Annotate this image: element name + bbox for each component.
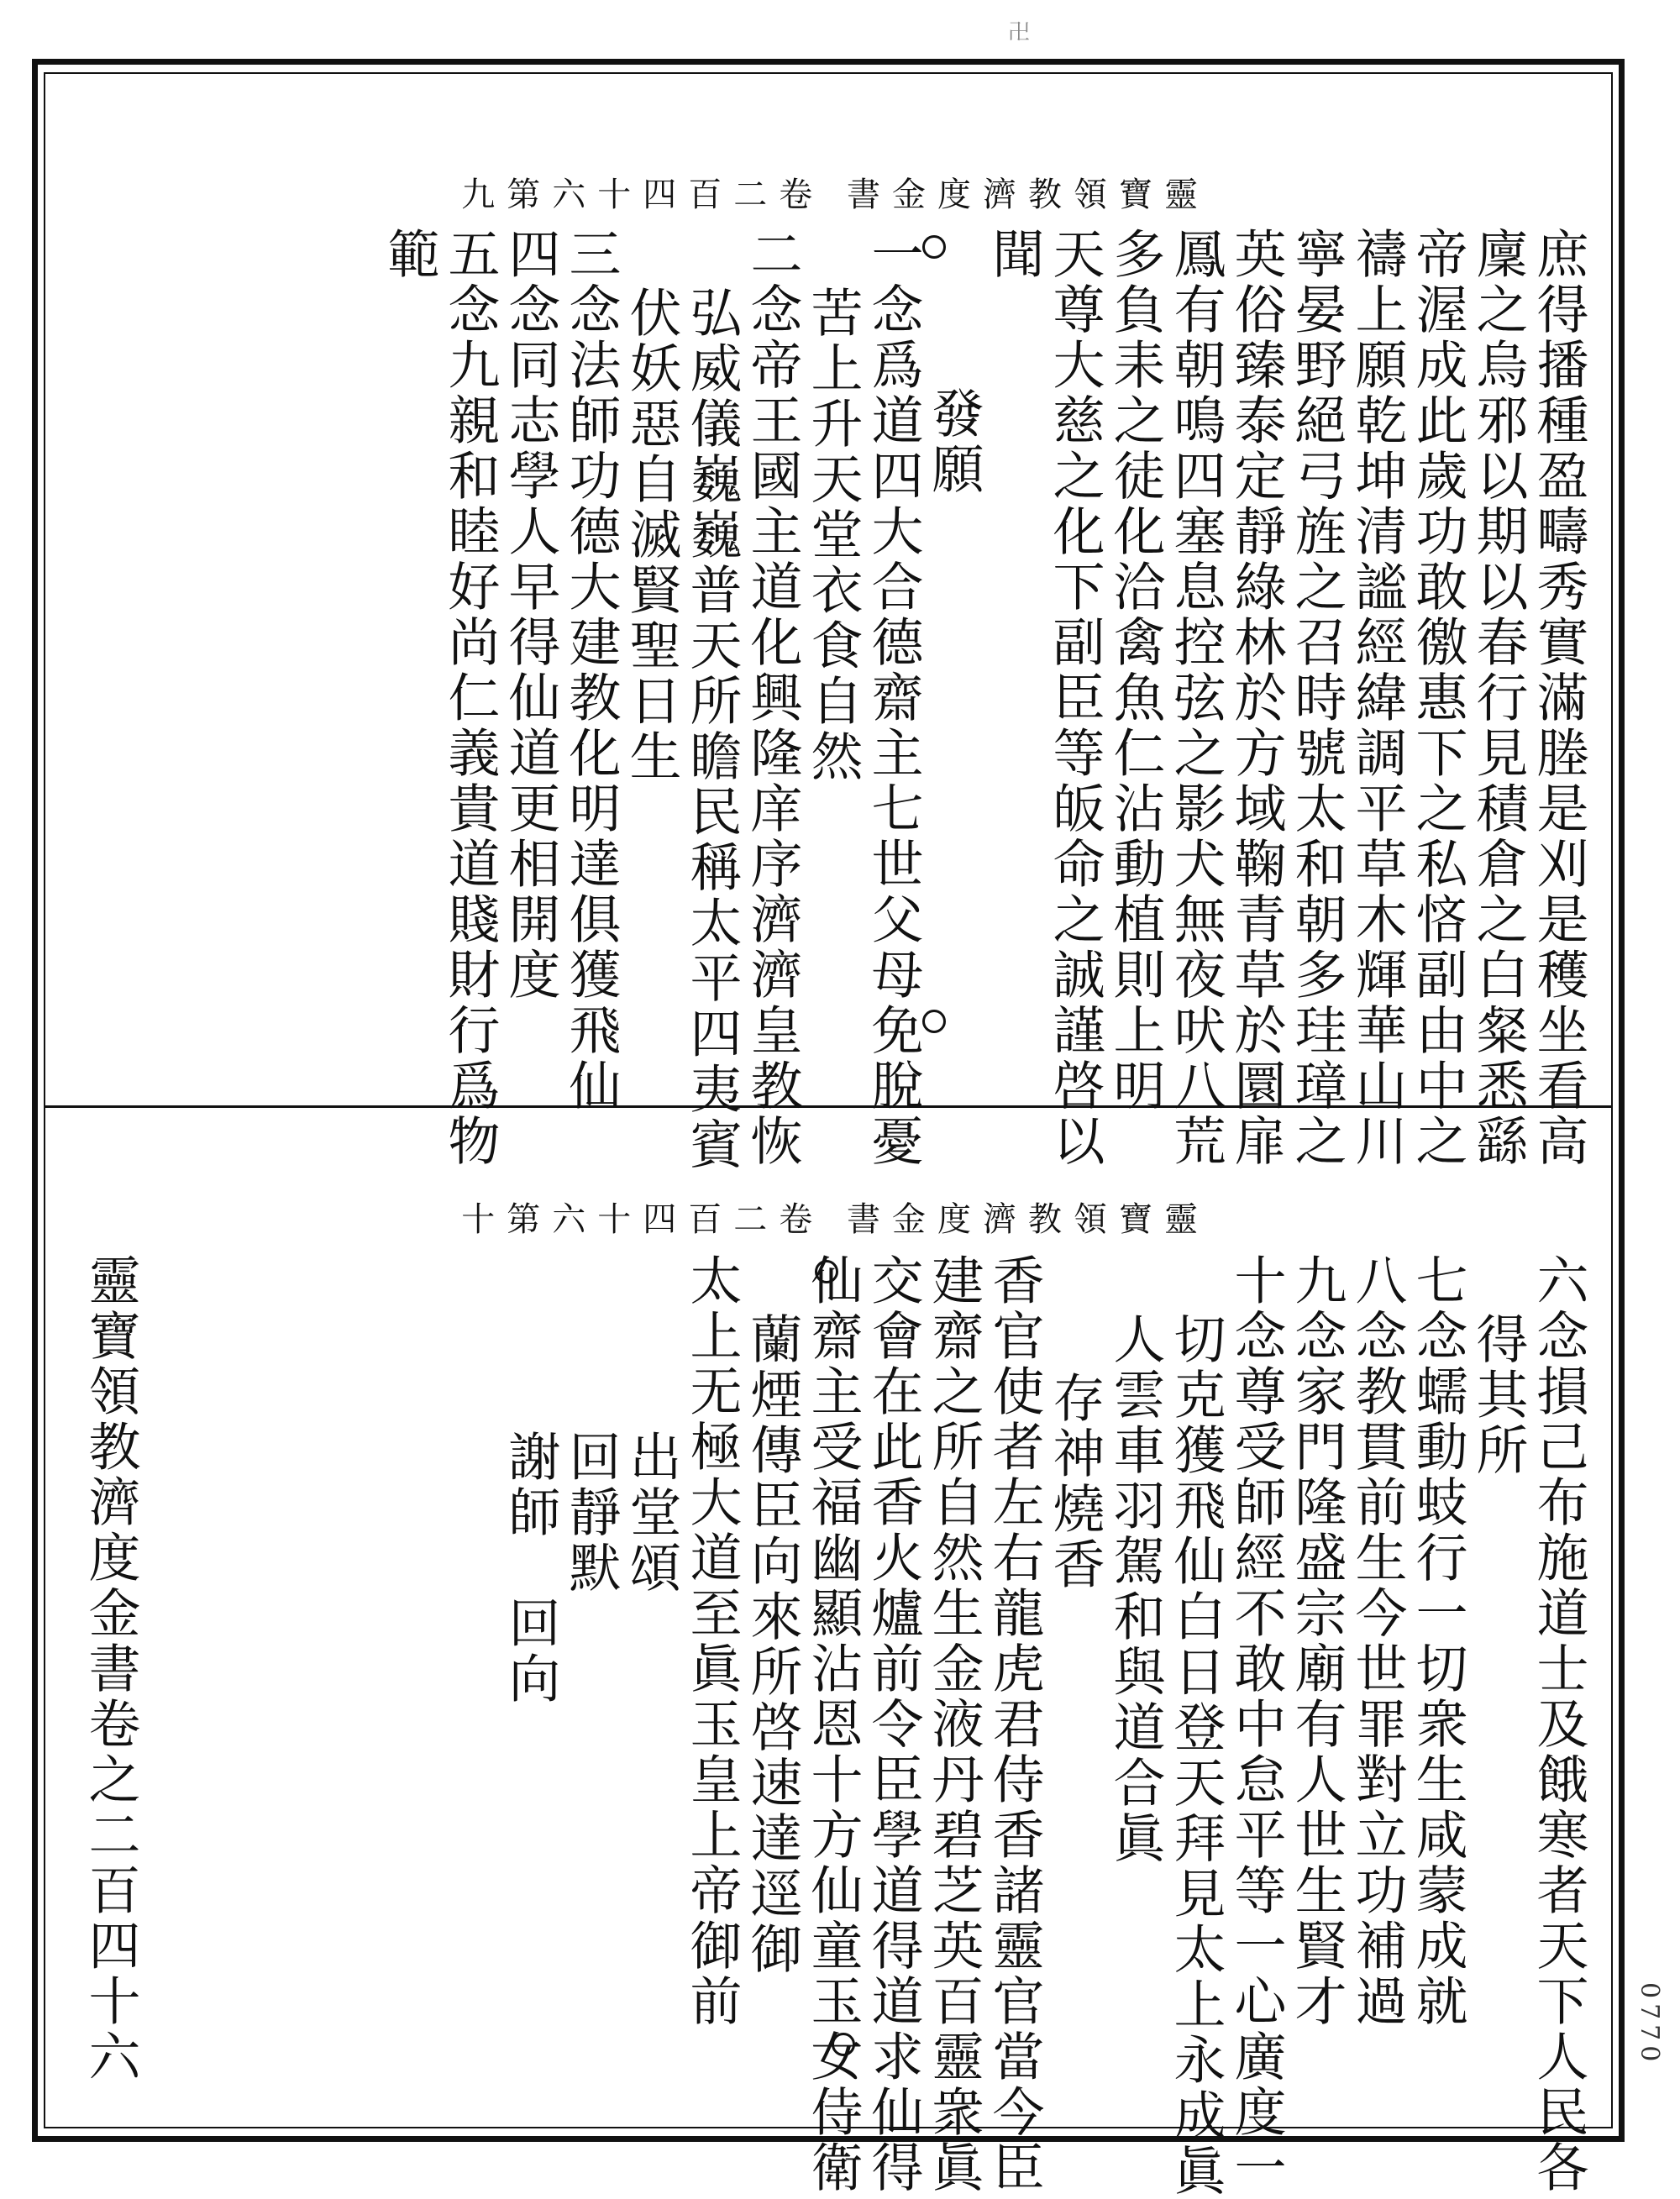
top-column-7: 鳳有朝鳴四塞息控弦之影犬無夜吠八荒 — [1165, 227, 1226, 1169]
punctuation-circle — [922, 1010, 946, 1033]
top-column-2: 廩之烏邪以期以春行見積倉之白粲悉繇 — [1467, 227, 1529, 1169]
bottom-column-6: 十念尊受師經不敢中怠平等一心廣度一 — [1226, 1253, 1287, 2196]
bottom-column-16: 出堂頌 — [621, 1430, 682, 1596]
bottom-column-13: 仙齋主受福幽顯沾恩十方仙童玉女侍衛 — [802, 1253, 864, 2196]
bottom-column-9: 存神燒香 — [1044, 1371, 1105, 1593]
bottom-column-15: 太上无極大道至眞玉皇上帝御前 — [681, 1253, 743, 2029]
bottom-column-10: 香官使者左右龍虎君侍香諸靈官當今臣 — [984, 1253, 1045, 2196]
top-column-15: 弘威儀巍巍普天所瞻民稱太平四夷賓 — [681, 286, 743, 1173]
top-column-3: 帝渥成此歲功敢徼惠下之私悋副由中之 — [1407, 227, 1468, 1169]
bottom-column-14: 蘭煙傳臣向來所啓速達逕御 — [742, 1312, 803, 1977]
bottom-column-5: 九念家門隆盛宗廟有人世生賢才 — [1286, 1253, 1347, 2029]
top-column-19: 五念九親和睦好尚仁義貴道賤財行爲物 — [439, 227, 501, 1169]
bottom-column-17: 回靜默 — [560, 1430, 622, 1596]
top-column-17: 三念法師功德大建教化明達俱獲飛仙 — [560, 227, 622, 1114]
top-column-18: 四念同志學人早得仙道更相開度 — [500, 227, 561, 1003]
top-column-9: 天尊大慈之化下副臣等皈命之誠謹啓以 — [1044, 227, 1105, 1169]
bottom-column-11: 建齋之所自然生金液丹碧芝英百靈衆眞 — [923, 1253, 984, 2196]
top-column-8: 多負耒之徒化洽禽魚仁沾動植則上明 — [1105, 227, 1166, 1114]
bottom-column-1: 六念損己布施道士及餓寒者天下人民各 — [1528, 1253, 1589, 2196]
block-mark: 卍 — [1008, 20, 1031, 45]
top-column-1: 庶得播種盈疇秀實滿塍是刈是穫坐看高 — [1528, 227, 1589, 1169]
top-column-5: 寧晏野絕弓旌之召時號太和朝多珪璋之 — [1286, 227, 1347, 1169]
bottom-column-2: 得其所 — [1467, 1312, 1529, 1478]
top-column-14: 二念帝王國主道化興隆庠序濟濟皇教恢 — [742, 227, 803, 1169]
bottom-page-header: 靈寶領教濟度金書 卷二百四十六第十 — [461, 1200, 1210, 1239]
top-column-6: 英俗臻泰定靜綠林於方域鞠青草於圜扉 — [1226, 227, 1287, 1169]
punctuation-circle — [815, 1260, 838, 1283]
top-column-13: 苦上升天堂衣食自然 — [802, 286, 864, 785]
top-column-4: 禱上願乾坤清謐經緯調平草木輝華山川 — [1347, 227, 1408, 1169]
top-page-header: 靈寶領教濟度金書 卷二百四十六第九 — [461, 176, 1210, 214]
bottom-column-18: 謝師 回向 — [500, 1430, 561, 1707]
punctuation-circle — [922, 235, 946, 259]
bottom-column-19: 靈寶領教濟度金書卷之二百四十六 — [80, 1253, 141, 2085]
bottom-column-8: 人雲車羽駕和與道合眞 — [1105, 1312, 1166, 1866]
bottom-column-4: 八念教貫前生今世罪對立功補過 — [1347, 1253, 1408, 2029]
top-column-20: 範 — [379, 227, 440, 282]
top-column-10: 聞 — [984, 227, 1045, 282]
punctuation-circle — [832, 2033, 855, 2056]
top-column-12: 一念爲道四大合德齋主七世父母免脫憂 — [863, 227, 924, 1169]
bottom-column-12: 交會在此香火爐前令臣學道得道求仙得 — [863, 1253, 924, 2196]
bottom-column-7: 切克獲飛仙白日登天拜見太上永成眞 — [1165, 1312, 1226, 2199]
page-number: 0770 — [1635, 1982, 1664, 2067]
bottom-column-3: 七念蠕動蚑行一切衆生咸蒙成就 — [1407, 1253, 1468, 2029]
top-column-11: 發願 — [923, 386, 984, 497]
top-column-16: 伏妖惡自滅賢聖日生 — [621, 286, 682, 785]
